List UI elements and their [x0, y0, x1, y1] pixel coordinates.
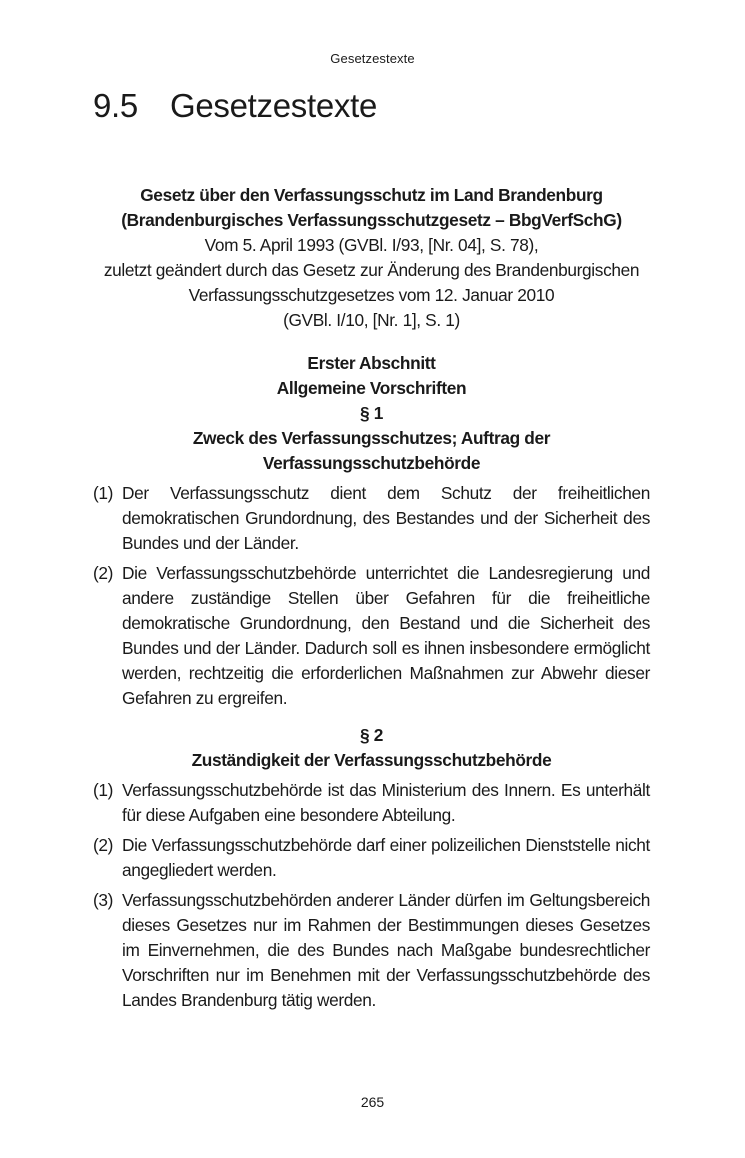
law-info-line: (GVBl. I/10, [Nr. 1], S. 1) [283, 310, 460, 330]
item-label: (2) [93, 563, 114, 583]
paragraph-items [93, 481, 650, 711]
list-item [93, 778, 650, 828]
item-label: (3) [93, 890, 114, 910]
item-text: Verfassungsschutzbehörde ist das Ministerium des Innern. Es unterhält für diese Aufgaben eine besondere Abteilung. [122, 780, 650, 825]
list-item [93, 481, 650, 556]
chapter-number: 9.5 [93, 87, 138, 124]
item-label: (2) [93, 835, 114, 855]
list-item [93, 833, 650, 883]
section-heading [93, 351, 650, 401]
page-number: 265 [360, 1094, 385, 1110]
paragraph-number: § 2 [360, 725, 383, 745]
paragraph-title [93, 426, 650, 476]
law-short-title: (Brandenburgisches Verfassungsschutzgesetz – BbgVerfSchG) [121, 210, 622, 230]
law-header [93, 183, 650, 333]
paragraph-title: Zuständigkeit der Verfassungsschutzbehörde [191, 750, 552, 770]
law-info-line: Verfassungsschutzgesetzes vom 12. Januar 2010 [188, 285, 555, 305]
running-head: Gesetzestexte [330, 51, 415, 66]
list-item [93, 561, 650, 711]
item-label: (1) [93, 780, 114, 800]
paragraph-number: § 1 [360, 403, 383, 423]
item-text: Die Verfassungsschutzbehörde unterrichtet die Landesregierung und andere zuständige Stellen über Gefahren für die freiheitliche demokratische Grundordnung, den Bestand und die Sicherheit des Bundes und der Länder. Dadurch soll es ihnen insbesondere ermöglicht werden, rechtzeitig die erforderlichen Maßnahmen zur Abwehr dieser Gefahren zu ergreifen. [122, 563, 650, 708]
law-title: Gesetz über den Verfassungsschutz im Land Brandenburg [140, 185, 603, 205]
document-body [93, 183, 650, 1013]
paragraph-title-text: Zweck des Verfassungsschutzes; Auftrag der Verfassungsschutzbehörde [192, 428, 551, 473]
law-info-line: Vom 5. April 1993 (GVBl. I/93, [Nr. 04], S. 78), [204, 235, 539, 255]
paragraph-items [93, 778, 650, 1013]
item-text: Der Verfassungsschutz dient dem Schutz der freiheitlichen demokratischen Grundordnung, des Bestandes und der Sicherheit des Bundes und der Länder. [122, 483, 650, 553]
item-text: Verfassungsschutzbehörden anderer Länder dürfen im Geltungsbereich dieses Gesetzes nur im Rahmen der Bestimmungen dieses Gesetzes im Einvernehmen, die des Bundes nach Maßgabe bundesrechtlicher Vorschriften nur im Benehmen mit der Verfassungsschutzbehörde des Landes Brandenburg tätig werden. [122, 890, 650, 1010]
section-number: Erster Abschnitt [307, 353, 436, 373]
chapter-heading [93, 87, 377, 125]
list-item [93, 888, 650, 1013]
chapter-title: Gesetzestexte [170, 87, 378, 124]
law-info-line: zuletzt geändert durch das Gesetz zur Änderung des Brandenburgischen [103, 260, 640, 280]
item-label: (1) [93, 483, 114, 503]
section-title: Allgemeine Vorschriften [276, 378, 467, 398]
item-text: Die Verfassungsschutzbehörde darf einer polizeilichen Dienststelle nicht angegliedert werden. [122, 835, 650, 880]
